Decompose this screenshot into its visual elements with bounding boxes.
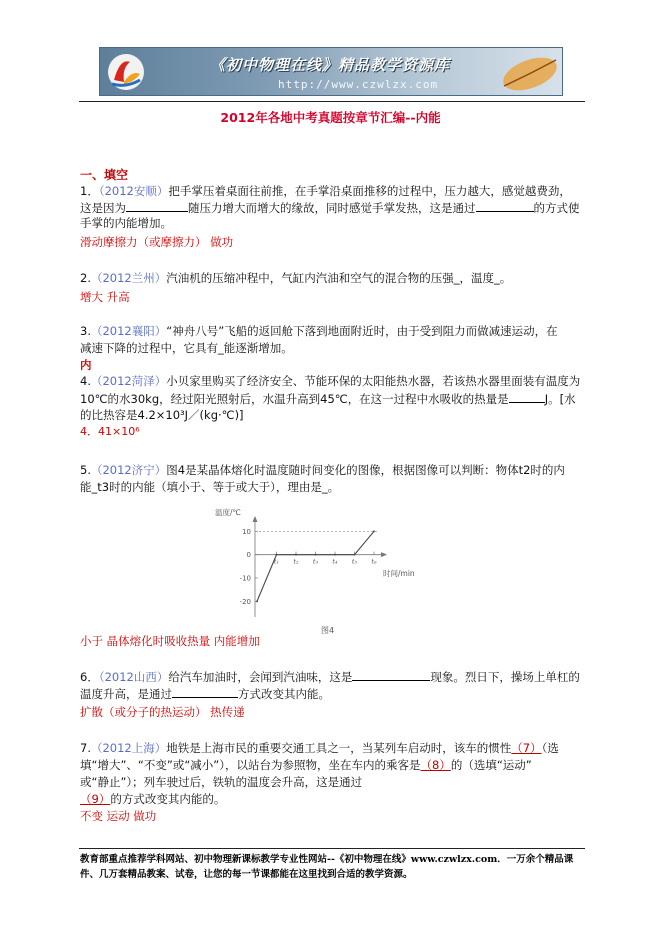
x-tick-label: t₂ [293, 557, 299, 566]
data-point [256, 600, 258, 602]
x-axis-arrow [381, 552, 387, 557]
question-number: 3. [80, 324, 91, 338]
data-point [354, 554, 356, 556]
answer-3: 内 [80, 358, 92, 372]
answer-1: 滑动摩擦力（或摩擦力） 做功 [80, 235, 234, 249]
question-text: 现象。烈日下，操场上单杠的 [430, 670, 580, 684]
question-6-line-1 [80, 669, 580, 684]
question-4-line-2 [80, 391, 576, 406]
x-tick-label: t₄ [332, 557, 338, 566]
answer-blank-7: （7） [511, 741, 542, 755]
banner-url[interactable]: http://www.czwlzx.com [278, 78, 439, 91]
question-text: 的（选填“运动” [450, 758, 532, 772]
question-text: 随压力增大而增大的缘故，同时感觉手掌发热，这是通过 [188, 201, 476, 215]
site-logo-icon [106, 52, 146, 92]
data-point [276, 554, 278, 556]
question-text: 温度升高，是通过 [80, 687, 172, 701]
question-number: 7. [80, 741, 91, 755]
question-text: 把手掌压着桌面往前推，在手掌沿桌面推移的过程中，压力越大，感觉越费劲， [168, 184, 571, 198]
question-7-line-4 [80, 792, 225, 806]
question-number: 1． [80, 184, 99, 198]
question-text: 给汽车加油时，会闻到汽油味，这是 [168, 670, 353, 684]
section-heading: 一、填空 [80, 168, 129, 182]
question-text: 方式改变其内能。 [238, 687, 330, 701]
answer-6: 扩散（或分子的热运动） 热传递 [80, 705, 245, 719]
x-tick-label: t₆ [371, 557, 377, 566]
question-text: 或“静止”）；列车驶过后，铁轨的温度会升高，这是通过 [80, 775, 363, 789]
footer-line: 教育部重点推荐学科网站、初中物理新课标教学专业性网站--《初中物理在线》www.czwlzx.com．一万余个精品课 [80, 854, 574, 865]
page-footer [80, 852, 580, 882]
question-number: 4. [80, 374, 91, 388]
question-text: 地铁是上海市民的重要交通工具之一，当某列车启动时，该车的惯性 [166, 741, 512, 755]
question-text: 的方式使 [533, 201, 580, 215]
question-2 [80, 271, 511, 285]
data-point [334, 554, 336, 556]
question-text: 的方式改变其内能的。 [110, 792, 226, 806]
y-tick-label: -10 [239, 574, 251, 583]
answer-blank [352, 669, 430, 681]
answer-blank-9: （9） [80, 792, 111, 806]
data-point [295, 554, 297, 556]
question-5-line-1 [80, 463, 565, 477]
x-tick-label: t₅ [351, 557, 358, 566]
y-axis-label: 温度/℃ [215, 508, 241, 517]
melting-temperature-chart [213, 505, 418, 637]
answer-blank-8: （8） [420, 758, 451, 772]
question-number: 5. [80, 463, 91, 477]
question-source: （2012安顺） [98, 184, 169, 198]
y-tick-label: 10 [242, 527, 251, 536]
question-source: （2012上海） [90, 741, 167, 755]
question-3-line-1 [80, 324, 558, 338]
question-1-line-2 [80, 200, 580, 215]
y-tick-label: 0 [246, 551, 251, 560]
question-text: （选 [541, 741, 559, 755]
question-6-line-2 [80, 686, 330, 701]
question-text: 手掌的内能增加。 [80, 216, 172, 230]
question-text: 小贝家里购买了经济安全、节能环保的太阳能热水器，若该热水器里面装有温度为 [166, 374, 581, 388]
answer-5: 小于 晶体熔化时吸收热量 内能增加 [80, 634, 260, 648]
question-text: 10℃的水30kg，经过阳光照射后，水温升高到45℃，在这一过程中水吸收的热量是 [80, 392, 509, 406]
answer-blank [172, 686, 238, 698]
answer-blank [126, 200, 188, 212]
question-7-line-1 [80, 741, 559, 755]
question-text: J。[水 [544, 392, 576, 406]
question-text: 汽油机的压缩冲程中，气缸内汽油和空气的混合物的压强_，温度_。 [166, 271, 512, 285]
question-text: “神舟八号”飞船的返回舱下落到地面附近时，由于受到阻力而做减速运动，在 [166, 324, 558, 338]
answer-blank [509, 391, 545, 403]
question-text: 的比热容是4.2×10³J／(kg·℃)] [80, 408, 244, 422]
question-text: 能_t3时的内能（填小于、等于或大于），理由是_。 [80, 480, 340, 494]
header-divider [79, 101, 585, 102]
banner-tagline: 《初中物理在线》精品教学资源库 [210, 56, 451, 74]
question-7-line-2 [80, 758, 532, 772]
page-title: 2012年各地中考真题按章节汇编--内能 [220, 110, 441, 125]
question-source: （2012兰州） [90, 271, 167, 285]
y-axis-arrow [253, 516, 258, 522]
question-4-line-1 [80, 374, 580, 388]
question-text: 填“增大”、“不变”或“减小”），以站台为参照物，坐在车内的乘客是 [80, 758, 421, 772]
temperature-series-line [257, 531, 374, 601]
question-text: 图4是某晶体熔化时温度随时间变化的图像，根据图像可以判断：物体t2时的内 [166, 463, 565, 477]
question-source: （2012济宁） [90, 463, 167, 477]
y-tick-label: -20 [239, 597, 251, 606]
footer-line: 件、几万套精品教案、试卷，让您的每一节课都能在这里找到合适的教学资源。 [80, 869, 413, 880]
answer-blank [476, 200, 534, 212]
x-axis-label: 时间/min [383, 569, 415, 578]
answer-2: 增大 升高 [80, 290, 130, 304]
question-1-line-1 [80, 184, 571, 198]
question-source: （2012山西） [98, 670, 169, 684]
x-tick-label: t₁ [273, 557, 280, 566]
question-source: （2012菏泽） [90, 374, 167, 388]
leaf-decoration-icon [432, 48, 562, 95]
site-banner [99, 47, 563, 96]
question-text: 减速下降的过程中，它具有_能逐渐增加。 [80, 341, 293, 355]
question-source: （2012襄阳） [90, 324, 167, 338]
question-number: 2. [80, 271, 91, 285]
question-number: 6． [80, 670, 99, 684]
figure-caption: 图4 [321, 626, 335, 635]
footer-divider [79, 848, 585, 849]
question-text: 这是因为 [80, 201, 126, 215]
x-tick-label: t₃ [312, 557, 319, 566]
data-point [315, 554, 317, 556]
answer-4: 4．41×10⁶ [80, 425, 140, 438]
data-point [373, 530, 375, 532]
answer-7: 不变 运动 做功 [80, 809, 157, 823]
